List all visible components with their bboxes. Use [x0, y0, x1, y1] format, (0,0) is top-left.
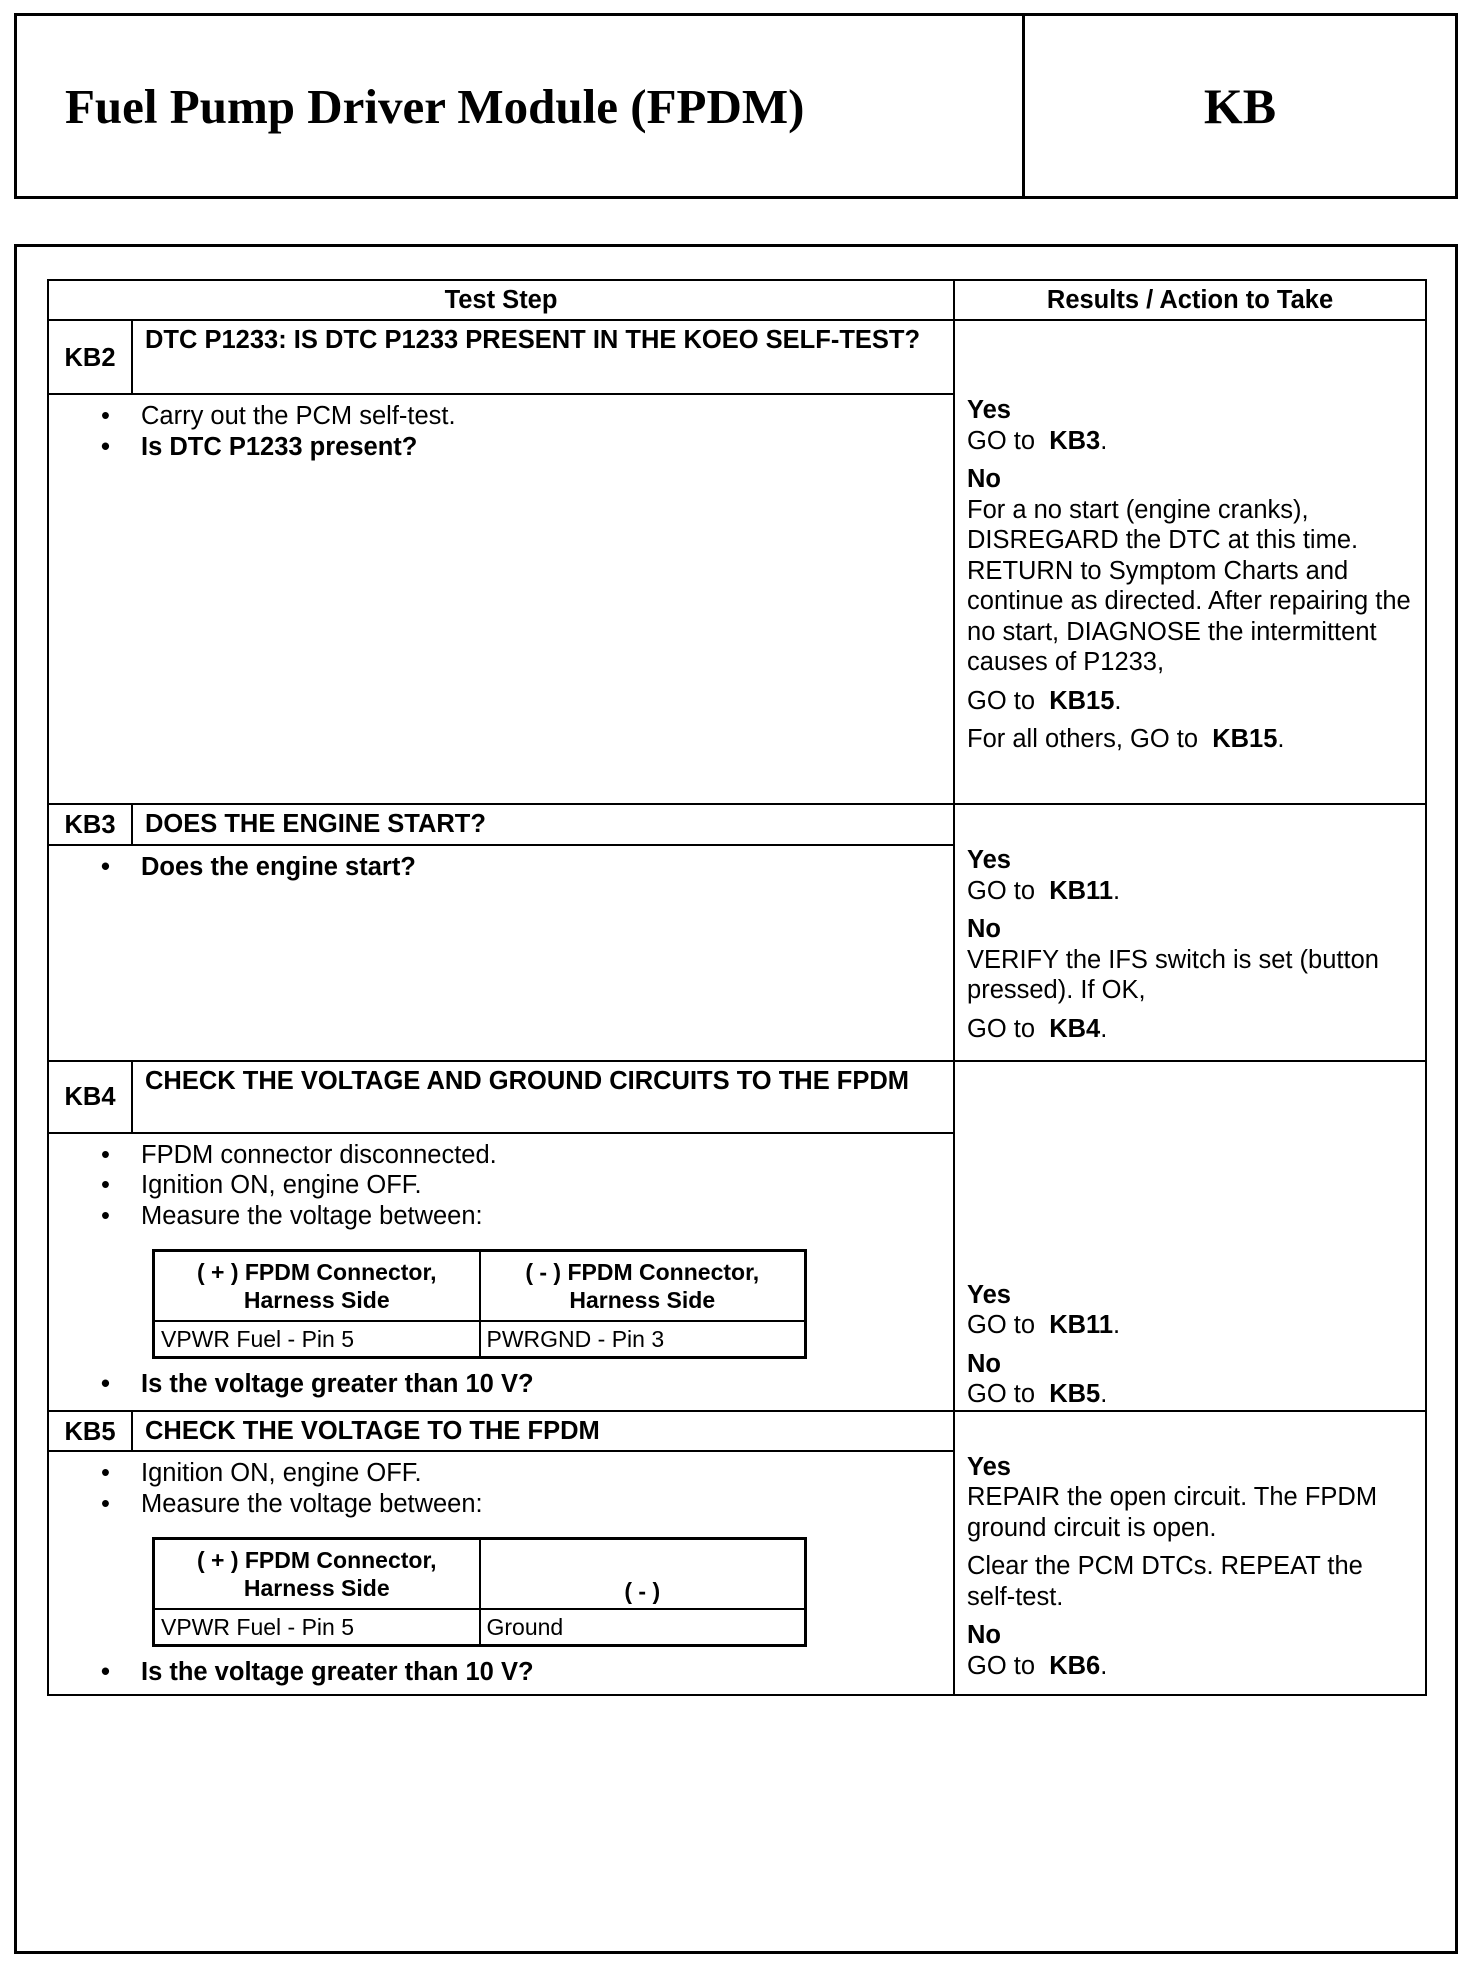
no-label: No: [967, 465, 1002, 493]
list-item: • FPDM connector disconnected.: [97, 1140, 953, 1171]
list-item: • Is the voltage greater than 10 V?: [97, 1657, 953, 1688]
test-step-header: Test Step: [48, 280, 954, 320]
yes-text: REPAIR the open circuit. The FPDM ground circuit is open.: [967, 1483, 1378, 1542]
list-item: • Measure the voltage between:: [97, 1201, 953, 1232]
result-yes: [967, 845, 1417, 906]
step-title: DOES THE ENGINE START?: [132, 804, 954, 845]
goto-link[interactable]: KB11: [1049, 1311, 1114, 1339]
goto-line: GO to KB11.: [967, 876, 1121, 905]
goto-link[interactable]: KB4: [1049, 1014, 1101, 1043]
positive-lead-header: ( + ) FPDM Connector, Harness Side: [154, 1251, 480, 1322]
step-title: CHECK THE VOLTAGE TO THE FPDM: [132, 1411, 954, 1452]
goto-line: GO to KB5.: [967, 1380, 1108, 1408]
no-text: VERIFY the IFS switch is set (button pressed). If OK,: [967, 945, 1379, 1004]
step-results: [954, 804, 1426, 1061]
step-body: [48, 394, 954, 804]
negative-lead-value: Ground: [480, 1609, 806, 1646]
goto-line: GO to KB15.: [967, 686, 1122, 715]
list-item: • Ignition ON, engine OFF.: [97, 1458, 953, 1489]
step-id: KB5: [48, 1411, 132, 1452]
goto-line: GO to KB6.: [967, 1651, 1108, 1680]
result-no: [967, 914, 1417, 1044]
step-title-row: [48, 1061, 1426, 1133]
goto-line: For all others, GO to KB15.: [967, 725, 1285, 753]
step-title-row: [48, 320, 1426, 394]
step-id: KB2: [48, 320, 132, 394]
result-yes: [967, 1280, 1417, 1341]
no-label: No: [967, 1621, 1002, 1649]
step-list: [97, 1369, 953, 1400]
step-title-row: [48, 804, 1426, 845]
section-code: KB: [1022, 16, 1455, 196]
goto-link[interactable]: KB5: [1049, 1380, 1101, 1408]
step-title-row: [48, 1411, 1426, 1452]
goto-link[interactable]: KB6: [1049, 1651, 1101, 1680]
yes-label: Yes: [967, 846, 1011, 874]
step-body: [48, 1451, 954, 1695]
positive-lead-value: VPWR Fuel - Pin 5: [154, 1609, 480, 1646]
step-title: CHECK THE VOLTAGE AND GROUND CIRCUITS TO THE FPDM: [132, 1061, 954, 1133]
measurement-table: [152, 1537, 807, 1647]
list-item: • Is the voltage greater than 10 V?: [97, 1369, 953, 1400]
result-yes: [967, 395, 1417, 456]
negative-lead-header: ( - ) FPDM Connector, Harness Side: [480, 1251, 806, 1322]
positive-lead-header: ( + ) FPDM Connector, Harness Side: [154, 1539, 480, 1610]
positive-lead-value: VPWR Fuel - Pin 5: [154, 1321, 480, 1358]
step-list: [97, 1458, 953, 1519]
step-body: [48, 1133, 954, 1411]
page-title: Fuel Pump Driver Module (FPDM): [65, 78, 805, 134]
list-item: • Does the engine start?: [97, 852, 953, 883]
table-header-row: [48, 280, 1426, 320]
goto-line: GO to KB4.: [967, 1014, 1108, 1043]
yes-label: Yes: [967, 396, 1011, 424]
step-body: [48, 845, 954, 1061]
step-id: KB3: [48, 804, 132, 845]
step-list: [97, 1657, 953, 1688]
step-list: [97, 852, 953, 883]
yes-label: Yes: [967, 1280, 1011, 1309]
step-results: [954, 1411, 1426, 1696]
result-no: [967, 464, 1417, 755]
goto-line: GO to KB3.: [967, 426, 1108, 455]
yes-text: Clear the PCM DTCs. REPEAT the self-test.: [967, 1552, 1363, 1611]
yes-label: Yes: [967, 1452, 1011, 1481]
step-title: DTC P1233: IS DTC P1233 PRESENT IN THE KOEO SELF-TEST?: [132, 320, 954, 394]
list-item: • Measure the voltage between:: [97, 1489, 953, 1520]
diagnostic-table: [47, 279, 1427, 1696]
no-label: No: [967, 1349, 1002, 1378]
step-list: [97, 401, 953, 462]
step-id: KB4: [48, 1061, 132, 1133]
negative-lead-header: ( - ): [480, 1539, 806, 1610]
list-item: • Ignition ON, engine OFF.: [97, 1170, 953, 1201]
page-header: [14, 13, 1458, 199]
result-no: [967, 1620, 1417, 1681]
step-results: [954, 320, 1426, 804]
step-list: [97, 1140, 953, 1232]
measurement-table: [152, 1249, 807, 1359]
no-text: For a no start (engine cranks), DISREGARD the DTC at this time. RETURN to Symptom Charts and continue as directed. After repairing the no start, DIAGNOSE the intermittent causes of P1233,: [967, 495, 1411, 676]
content-frame: [14, 244, 1458, 1954]
no-label: No: [967, 915, 1002, 943]
list-item: • Is DTC P1233 present?: [97, 432, 953, 463]
step-results: [954, 1061, 1426, 1411]
goto-link[interactable]: KB15: [1212, 725, 1278, 753]
result-no: [967, 1349, 1417, 1410]
list-item: • Carry out the PCM self-test.: [97, 401, 953, 432]
goto-link[interactable]: KB3: [1049, 426, 1101, 455]
goto-link[interactable]: KB11: [1049, 876, 1114, 905]
results-header: Results / Action to Take: [954, 280, 1426, 320]
goto-line: GO to KB11.: [967, 1311, 1121, 1339]
result-yes: [967, 1452, 1417, 1613]
negative-lead-value: PWRGND - Pin 3: [480, 1321, 806, 1358]
goto-link[interactable]: KB15: [1049, 686, 1115, 715]
